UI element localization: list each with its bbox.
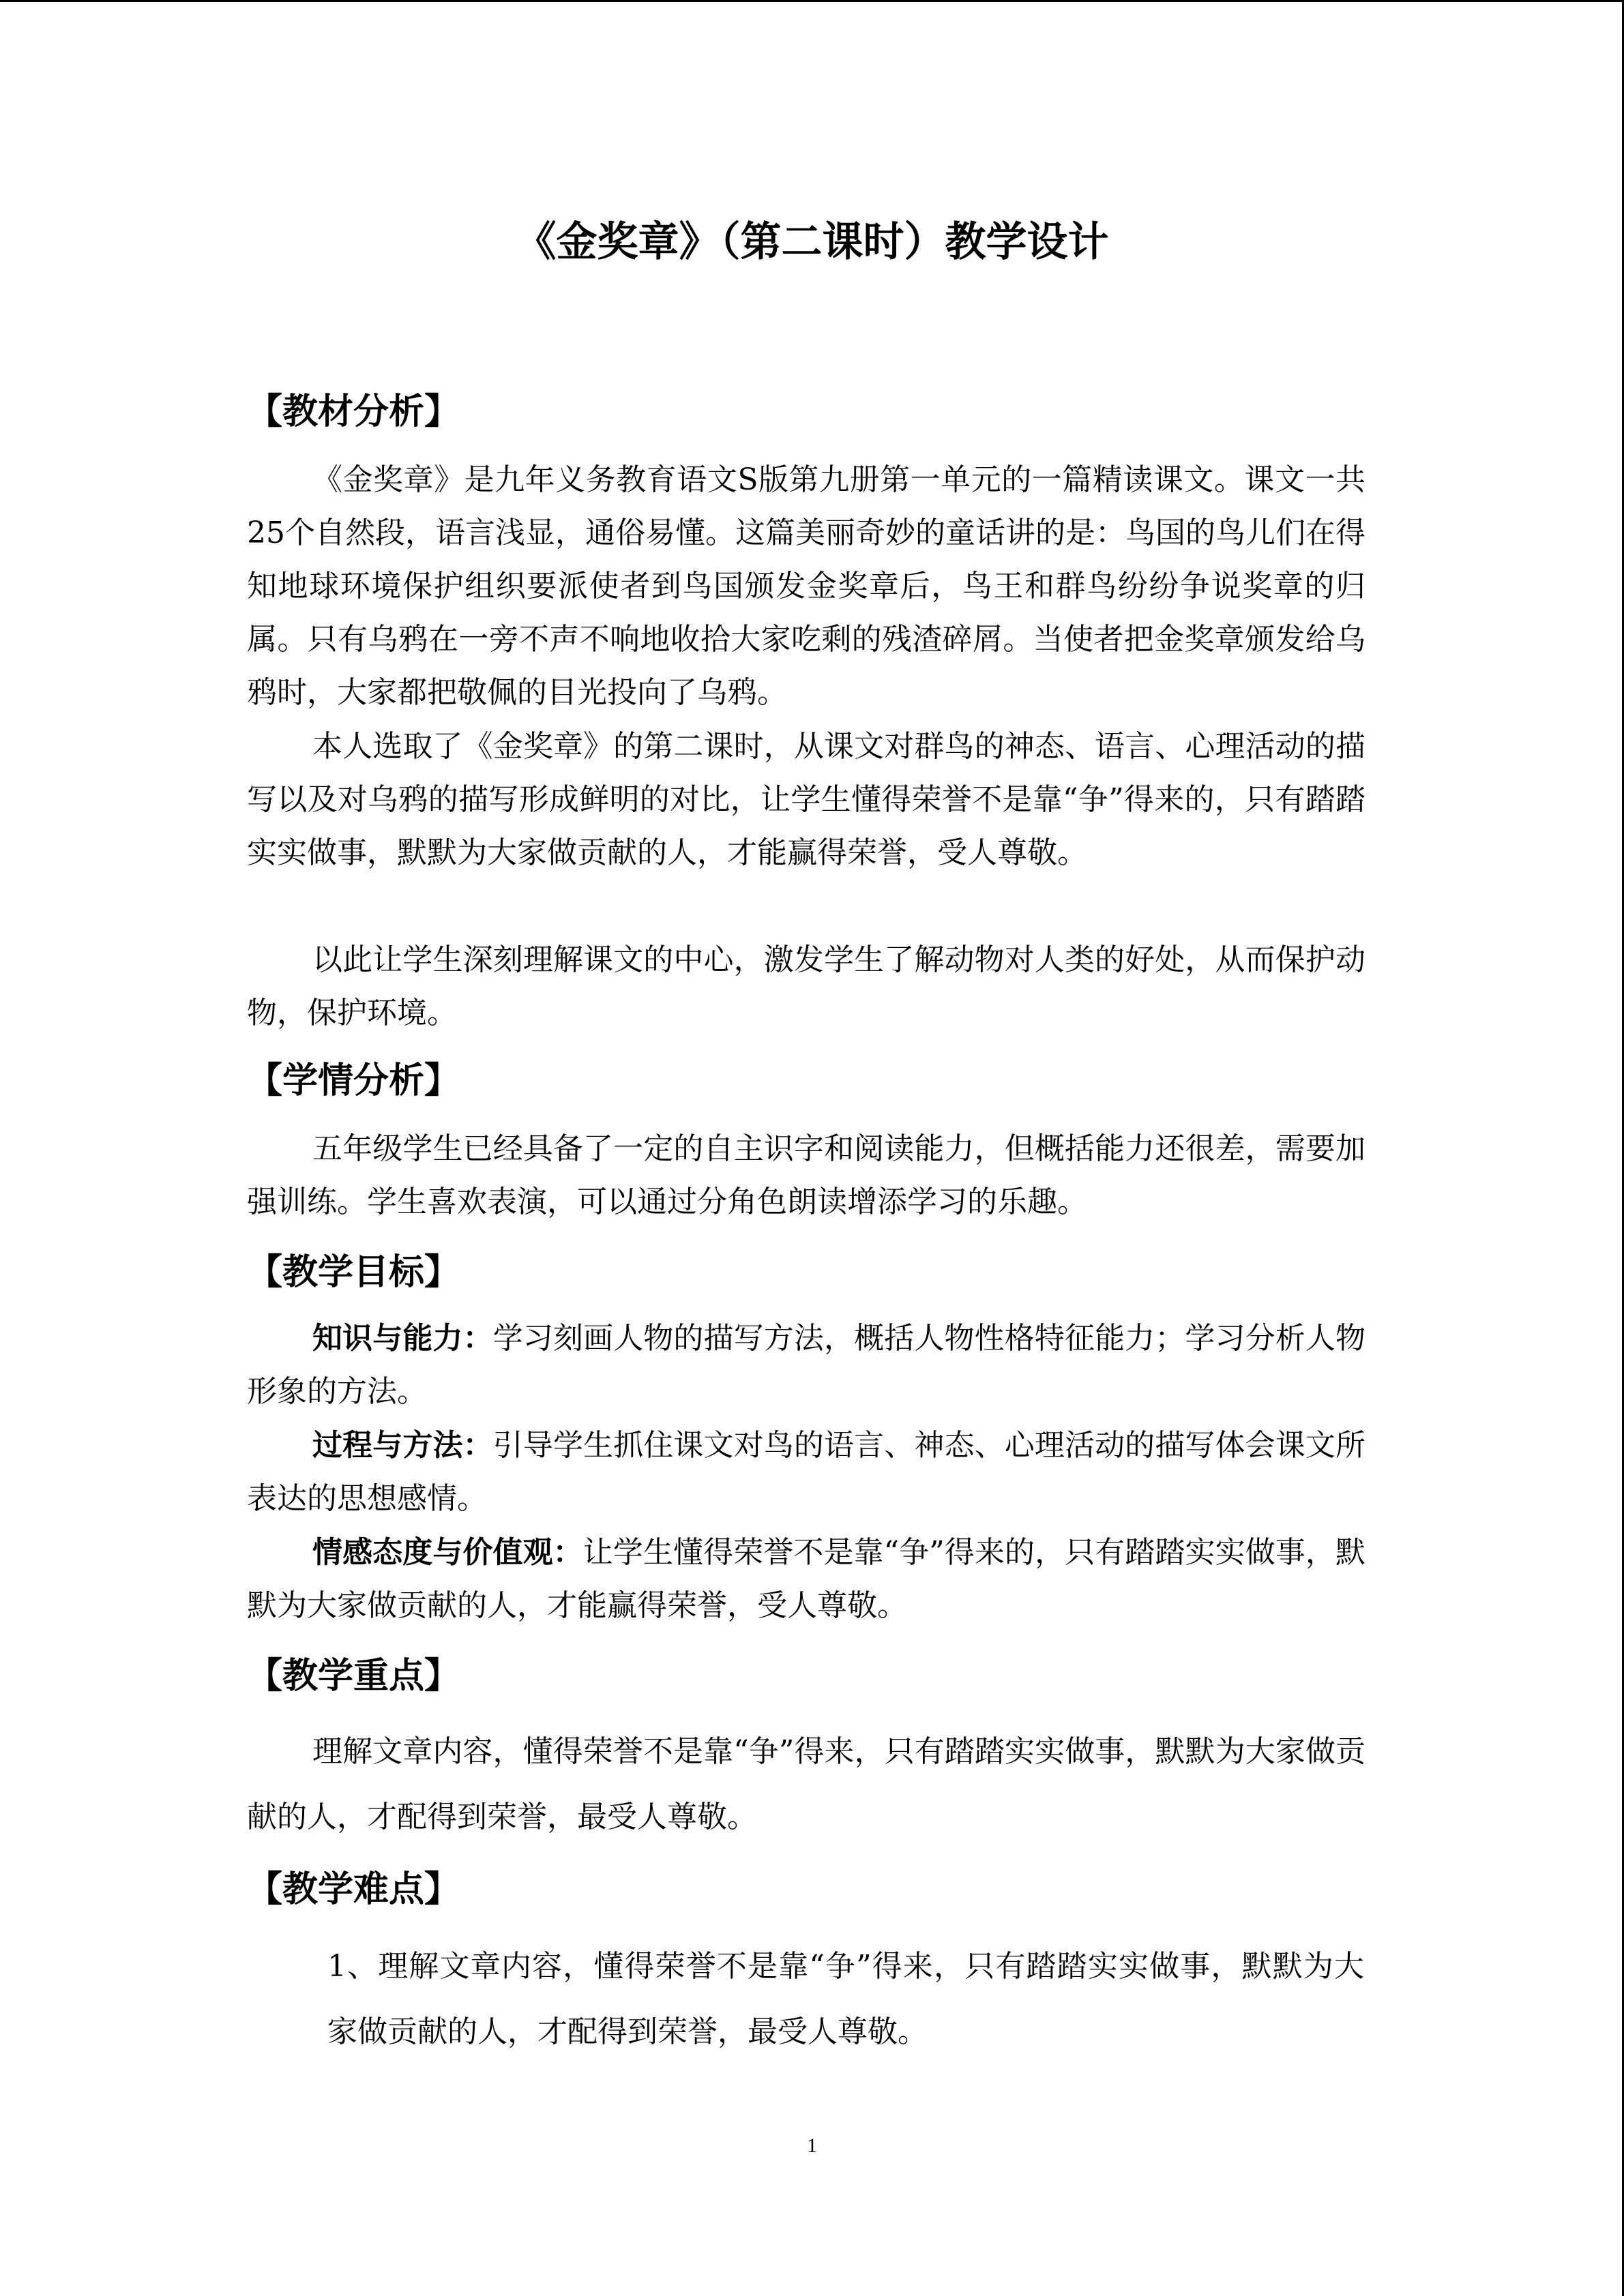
section-heading-difficulties: 【教学难点】 [247, 1869, 460, 1910]
goal-values-text: 让学生懂得荣誉不是靠“争”得来的，只有踏踏实实做事，默默为大家做贡献的人，才能赢得荣誉，受人尊敬。 [247, 1535, 1365, 1623]
difficulties-item-1: 1、理解文章内容，懂得荣誉不是靠“争”得来，只有踏踏实实做事，默默为大家做贡献的人，才配得到荣誉，最受人尊敬。 [327, 1949, 1364, 2049]
goal-method-label: 过程与方法： [312, 1428, 493, 1463]
goal-knowledge-ability [247, 1312, 1365, 1418]
goal-knowledge-label: 知识与能力： [312, 1321, 493, 1356]
document-title: 《金奖章》（第二课时）教学设计 [515, 218, 1109, 266]
section-heading-goals: 【教学目标】 [247, 1252, 460, 1293]
students-paragraph-1: 五年级学生已经具备了一定的自主识字和阅读能力，但概括能力还很差，需要加强训练。学生喜欢表演，可以通过分角色朗读增添学习的乐趣。 [247, 1131, 1365, 1219]
materials-paragraph-1: 《金奖章》是九年义务教育语文S版第九册第一单元的一篇精读课文。课文一共25个自然段，语言浅显，通俗易懂。这篇美丽奇妙的童话讲的是：鸟国的鸟儿们在得知地球环境保护组织要派使者到鸟国颁发金奖章后，鸟王和群鸟纷纷争说奖章的归属。只有乌鸦在一旁不声不响地收拾大家吃剩的残渣碎屑。当使者把金奖章颁发给乌鸦时，大家都把敬佩的目光投向了乌鸦。 [247, 462, 1365, 710]
section-heading-materials: 【教材分析】 [247, 391, 460, 432]
goal-knowledge-text: 学习刻画人物的描写方法，概括人物性格特征能力；学习分析人物形象的方法。 [247, 1321, 1366, 1409]
goal-values-label: 情感态度与价值观： [312, 1535, 583, 1570]
goal-values [247, 1526, 1365, 1632]
materials-paragraph-3: 以此让学生深刻理解课文的中心，激发学生了解动物对人类的好处，从而保护动物，保护环境。 [247, 942, 1365, 1030]
keypoints-paragraph-1: 理解文章内容，懂得荣誉不是靠“争”得来，只有踏踏实实做事，默默为大家做贡献的人，才配得到荣誉，最受人尊敬。 [247, 1734, 1365, 1834]
goal-process-method [247, 1419, 1365, 1525]
section-heading-keypoints: 【教学重点】 [247, 1656, 460, 1697]
page-number: 1 [807, 2134, 817, 2157]
goal-method-text: 引导学生抓住课文对鸟的语言、神态、心理活动的描写体会课文所表达的思想感情。 [247, 1428, 1366, 1516]
section-heading-students: 【学情分析】 [247, 1060, 460, 1101]
materials-paragraph-2: 本人选取了《金奖章》的第二课时，从课文对群鸟的神态、语言、心理活动的描写以及对乌鸦的描写形成鲜明的对比，让学生懂得荣誉不是靠“争”得来的，只有踏踏实实做事，默默为大家做贡献的人，才能赢得荣誉，受人尊敬。 [247, 729, 1365, 870]
